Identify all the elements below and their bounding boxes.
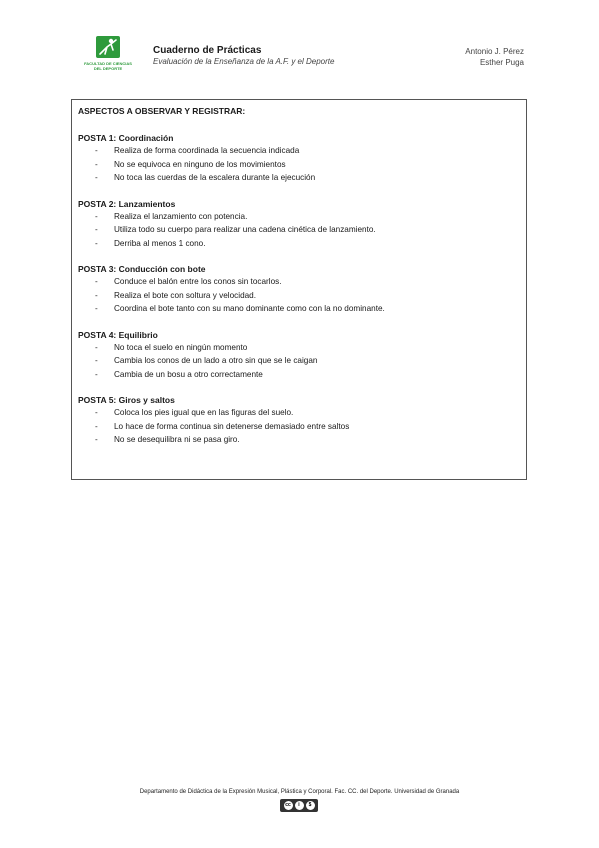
nc-circle-icon: $	[306, 801, 315, 810]
posta-title: POSTA 5: Giros y saltos	[78, 395, 175, 405]
list-item: - Realiza de forma coordinada la secuencia indicada	[95, 146, 300, 155]
list-item: - Cambia los conos de un lado a otro sin que se le caigan	[95, 356, 318, 365]
posta-section	[78, 132, 520, 185]
criteria-list	[78, 406, 520, 447]
list-item: - No toca las cuerdas de la escalera durante la ejecución	[95, 173, 316, 182]
list-item-text: Coloca los pies igual que en las figuras del suelo.	[114, 408, 294, 417]
list-item: - No toca el suelo en ningún momento	[95, 342, 248, 352]
creative-commons-icon	[280, 799, 318, 812]
posta-title: POSTA 1: Coordinación	[78, 133, 174, 143]
list-item: - Realiza el bote con soltura y velocidad.	[95, 290, 256, 300]
list-item-text: Cambia de un bosu a otro correctamente	[114, 369, 263, 379]
list-item: - Cambia de un bosu a otro correctamente	[95, 369, 263, 379]
list-item-text: Utiliza todo su cuerpo para realizar una cadena cinética de lanzamiento.	[114, 225, 376, 234]
list-item-text: Coordina el bote tanto con su mano dominante como con la no dominante.	[114, 304, 385, 313]
authors	[465, 46, 524, 68]
list-item-text: Lo hace de forma continua sin detenerse demasiado entre saltos	[114, 421, 350, 431]
list-item: - Realiza el lanzamiento con potencia.	[95, 211, 248, 221]
document-title: Cuaderno de Prácticas	[153, 45, 262, 56]
posta-title: POSTA 2: Lanzamientos	[78, 198, 176, 209]
posta-section	[78, 329, 520, 382]
list-item: - No se equivoca en ninguno de los movimientos	[95, 159, 286, 169]
list-item-text: Realiza el lanzamiento con potencia.	[114, 211, 248, 221]
faculty-logo-icon	[96, 36, 120, 58]
box-heading: ASPECTOS A OBSERVAR Y REGISTRAR:	[78, 106, 246, 116]
list-item-text: Realiza de forma coordinada la secuencia indicada	[114, 146, 300, 155]
list-item: - Conduce el balón entre los conos sin tocarlos.	[95, 277, 282, 286]
posta-section	[78, 263, 520, 316]
list-item: - No se desequilibra ni se pasa giro.	[95, 435, 240, 444]
criteria-list	[78, 275, 520, 316]
list-item: - Derriba al menos 1 cono.	[95, 238, 206, 248]
list-item-text: No se desequilibra ni se pasa giro.	[114, 435, 240, 444]
document-subtitle: Evaluación de la Enseñanza de la A.F. y el Deporte	[153, 57, 335, 66]
faculty-logo	[80, 36, 136, 80]
list-item-text: No se equivoca en ninguno de los movimientos	[114, 159, 286, 169]
by-circle-icon: i	[295, 801, 304, 810]
list-item: - Lo hace de forma continua sin detenerse demasiado entre saltos	[95, 421, 350, 431]
list-item-text: Realiza el bote con soltura y velocidad.	[114, 290, 256, 300]
list-item: - Coordina el bote tanto con su mano dominante como con la no dominante.	[95, 304, 385, 313]
list-item-text: Cambia los conos de un lado a otro sin que se le caigan	[114, 356, 318, 365]
logo-caption: FACULTAD DE CIENCIAS DEL DEPORTE	[84, 61, 132, 71]
author-name: Esther Puga	[479, 58, 524, 67]
criteria-list	[78, 144, 520, 185]
posta-title: POSTA 4: Equilibrio	[78, 329, 158, 340]
posta-section	[78, 394, 520, 447]
criteria-list	[78, 210, 520, 251]
list-item-text: Conduce el balón entre los conos sin tocarlos.	[114, 277, 282, 286]
observation-box	[71, 99, 527, 480]
list-item-text: No toca las cuerdas de la escalera durante la ejecución	[114, 173, 316, 182]
page-footer: Departamento de Didáctica de la Expresión Musical, Plástica y Corporal. Fac. CC. del Deporte. Universidad de Granada	[139, 789, 460, 795]
cc-circle-icon: cc	[285, 802, 291, 808]
posta-title: POSTA 3: Conducción con bote	[78, 264, 206, 274]
list-item: - Coloca los pies igual que en las figuras del suelo.	[95, 408, 294, 417]
list-item-text: Derriba al menos 1 cono.	[114, 238, 206, 248]
posta-section	[78, 198, 520, 251]
list-item-text: No toca el suelo en ningún momento	[114, 342, 248, 352]
list-item: - Utiliza todo su cuerpo para realizar una cadena cinética de lanzamiento.	[95, 225, 376, 234]
criteria-list	[78, 341, 520, 382]
author-name: Antonio J. Pérez	[465, 47, 524, 56]
